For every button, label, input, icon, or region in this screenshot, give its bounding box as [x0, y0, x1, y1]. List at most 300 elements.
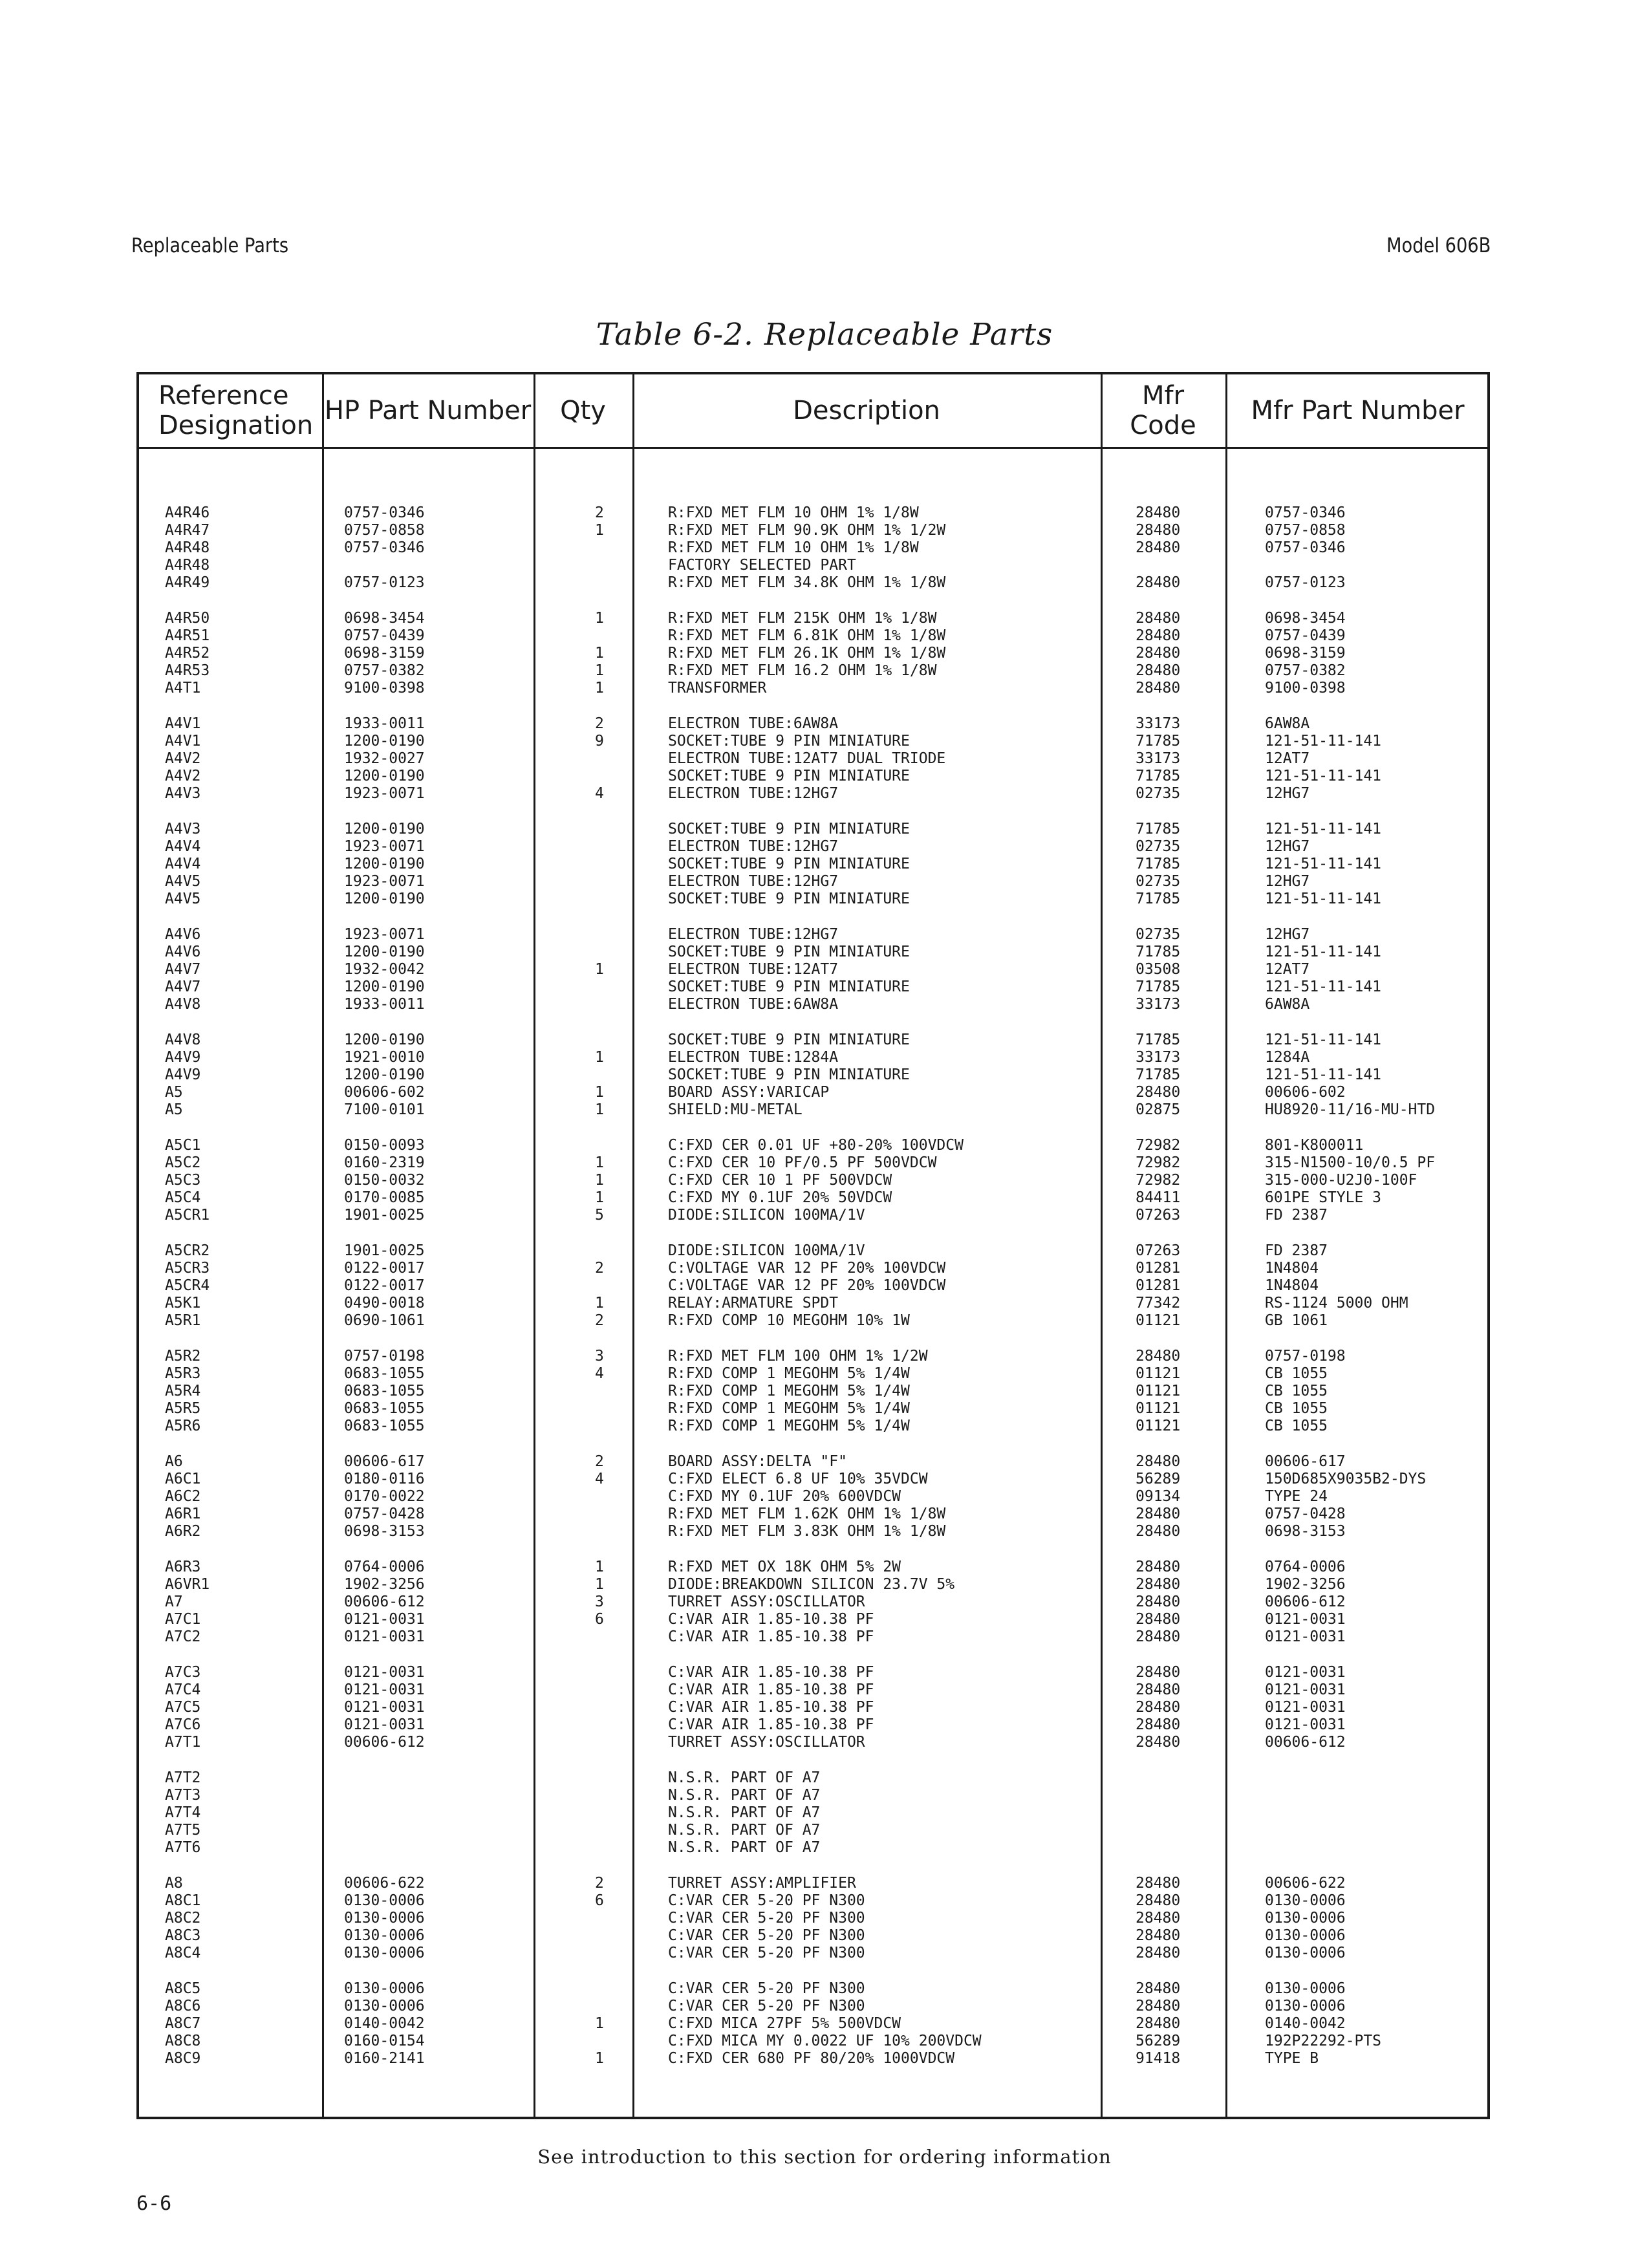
ref-designation-cell: A6VR1 [165, 1576, 210, 1593]
hp-part-number-cell: 1932-0042 [344, 961, 425, 978]
ref-designation-cell: A4V3 [165, 821, 201, 837]
description-cell: R:FXD MET FLM 6.81K OHM 1% 1/8W [668, 627, 946, 644]
mfr-code-cell: 28480 [1136, 1523, 1181, 1540]
mfr-code-cell: 01121 [1136, 1312, 1181, 1329]
qty-cell: 1 [595, 662, 604, 679]
hp-part-number-cell: 1200-0190 [344, 733, 425, 750]
ref-designation-cell: A5R3 [165, 1365, 201, 1382]
description-cell: R:FXD MET FLM 34.8K OHM 1% 1/8W [668, 574, 946, 591]
mfr-code-cell: 28480 [1136, 610, 1181, 627]
ref-designation-cell: A5CR1 [165, 1207, 210, 1224]
mfr-code-cell: 01121 [1136, 1400, 1181, 1417]
qty-cell: 1 [595, 1084, 604, 1101]
hp-part-number-cell: 1923-0071 [344, 873, 425, 890]
qty-cell: 1 [595, 1101, 604, 1118]
hp-part-number-cell: 0130-0006 [344, 1945, 425, 1961]
hp-part-number-cell: 1933-0011 [344, 715, 425, 732]
mfr-code-cell: 72982 [1136, 1137, 1181, 1154]
description-cell: C:VAR CER 5-20 PF N300 [668, 1927, 865, 1944]
qty-cell: 2 [595, 1312, 604, 1329]
description-cell: SOCKET:TUBE 9 PIN MINIATURE [668, 733, 910, 750]
mfr-code-cell: 28480 [1136, 662, 1181, 679]
hp-part-number-cell: 1901-0025 [344, 1207, 425, 1224]
mfr-part-number-cell: 12HG7 [1265, 873, 1310, 890]
ref-designation-cell: A5R1 [165, 1312, 201, 1329]
mfr-code-cell: 01121 [1136, 1383, 1181, 1399]
description-cell: SHIELD:MU-METAL [668, 1101, 803, 1118]
ref-designation-cell: A5C3 [165, 1172, 201, 1189]
column-header-mfr-code [1101, 374, 1225, 447]
hp-part-number-cell: 0180-0116 [344, 1471, 425, 1487]
qty-cell: 6 [595, 1892, 604, 1909]
mfr-part-number-cell: 0757-0439 [1265, 627, 1346, 644]
description-cell: ELECTRON TUBE:12HG7 [668, 785, 839, 802]
mfr-part-number-cell: FD 2387 [1265, 1207, 1328, 1224]
hp-part-number-cell: 0764-0006 [344, 1559, 425, 1575]
ref-designation-cell: A7C6 [165, 1716, 201, 1733]
description-cell: C:FXD CER 10 1 PF 500VDCW [668, 1172, 892, 1189]
ref-designation-cell: A5CR2 [165, 1242, 210, 1259]
description-cell: ELECTRON TUBE:12HG7 [668, 873, 839, 890]
mfr-code-cell: 28480 [1136, 1628, 1181, 1645]
column-header-description [632, 374, 1101, 447]
ref-designation-cell: A6C2 [165, 1488, 201, 1505]
hp-part-number-cell: 1200-0190 [344, 821, 425, 837]
hp-part-number-cell: 00606-622 [344, 1875, 425, 1892]
hp-part-number-cell: 0757-0428 [344, 1506, 425, 1522]
mfr-code-cell: 28480 [1136, 1453, 1181, 1470]
hp-part-number-cell: 1200-0190 [344, 1066, 425, 1083]
mfr-code-cell: 84411 [1136, 1189, 1181, 1206]
mfr-code-cell: 28480 [1136, 522, 1181, 539]
mfr-code-cell: 28480 [1136, 1910, 1181, 1927]
mfr-part-number-cell: 1N4804 [1265, 1260, 1319, 1277]
hp-part-number-cell: 1902-3256 [344, 1576, 425, 1593]
mfr-part-number-cell: TYPE 24 [1265, 1488, 1328, 1505]
hp-part-number-cell: 0160-2141 [344, 2050, 425, 2067]
ref-designation-cell: A4V7 [165, 961, 201, 978]
mfr-part-number-cell: 121-51-11-141 [1265, 944, 1382, 960]
hp-part-number-cell: 0121-0031 [344, 1681, 425, 1698]
mfr-part-number-cell: CB 1055 [1265, 1418, 1328, 1434]
column-divider [322, 374, 324, 2117]
mfr-code-cell: 28480 [1136, 1875, 1181, 1892]
column-header-qty [534, 374, 632, 447]
hp-part-number-cell: 0160-2319 [344, 1154, 425, 1171]
qty-cell: 1 [595, 1172, 604, 1189]
description-cell: C:VAR AIR 1.85-10.38 PF [668, 1611, 874, 1628]
description-cell: N.S.R. PART OF A7 [668, 1769, 821, 1786]
ref-designation-cell: A4V5 [165, 891, 201, 907]
ref-designation-cell: A5R4 [165, 1383, 201, 1399]
mfr-code-cell: 33173 [1136, 750, 1181, 767]
column-header-label: Reference Designation [158, 381, 314, 440]
description-cell: BOARD ASSY:DELTA "F" [668, 1453, 847, 1470]
hp-part-number-cell: 0757-0858 [344, 522, 425, 539]
hp-part-number-cell: 0130-0006 [344, 1998, 425, 2014]
description-cell: R:FXD COMP 1 MEGOHM 5% 1/4W [668, 1400, 910, 1417]
mfr-code-cell: 71785 [1136, 978, 1181, 995]
mfr-code-cell: 72982 [1136, 1172, 1181, 1189]
mfr-code-cell: 07263 [1136, 1207, 1181, 1224]
mfr-part-number-cell: 0698-3454 [1265, 610, 1346, 627]
mfr-code-cell: 28480 [1136, 1980, 1181, 1997]
ref-designation-cell: A6R3 [165, 1559, 201, 1575]
qty-cell: 9 [595, 733, 604, 750]
mfr-part-number-cell: 0140-0042 [1265, 2015, 1346, 2032]
description-cell: R:FXD MET FLM 100 OHM 1% 1/2W [668, 1348, 928, 1365]
hp-part-number-cell: 0121-0031 [344, 1699, 425, 1716]
ref-designation-cell: A4R50 [165, 610, 210, 627]
description-cell: R:FXD MET FLM 10 OHM 1% 1/8W [668, 539, 919, 556]
hp-part-number-cell: 0757-0439 [344, 627, 425, 644]
mfr-part-number-cell: 0757-0198 [1265, 1348, 1346, 1365]
header-divider [139, 447, 1487, 449]
ref-designation-cell: A4R47 [165, 522, 210, 539]
mfr-code-cell: 01121 [1136, 1418, 1181, 1434]
mfr-part-number-cell: 12AT7 [1265, 961, 1310, 978]
mfr-part-number-cell: 0698-3153 [1265, 1523, 1346, 1540]
qty-cell: 2 [595, 1260, 604, 1277]
ref-designation-cell: A5C4 [165, 1189, 201, 1206]
description-cell: SOCKET:TUBE 9 PIN MINIATURE [668, 978, 910, 995]
mfr-part-number-cell: 0764-0006 [1265, 1559, 1346, 1575]
hp-part-number-cell: 1200-0190 [344, 856, 425, 872]
qty-cell: 1 [595, 1049, 604, 1066]
ref-designation-cell: A4V4 [165, 838, 201, 855]
ref-designation-cell: A8C7 [165, 2015, 201, 2032]
hp-part-number-cell: 00606-602 [344, 1084, 425, 1101]
hp-part-number-cell: 0122-0017 [344, 1260, 425, 1277]
hp-part-number-cell: 00606-617 [344, 1453, 425, 1470]
ref-designation-cell: A7T6 [165, 1839, 201, 1856]
ref-designation-cell: A4V8 [165, 1031, 201, 1048]
ref-designation-cell: A5CR4 [165, 1277, 210, 1294]
mfr-code-cell: 33173 [1136, 715, 1181, 732]
ref-designation-cell: A4V2 [165, 750, 201, 767]
mfr-part-number-cell: 0757-0428 [1265, 1506, 1346, 1522]
hp-part-number-cell: 0130-0006 [344, 1927, 425, 1944]
description-cell: R:FXD COMP 1 MEGOHM 5% 1/4W [668, 1383, 910, 1399]
ref-designation-cell: A5CR3 [165, 1260, 210, 1277]
column-divider [1101, 374, 1103, 2117]
ref-designation-cell: A8C9 [165, 2050, 201, 2067]
ref-designation-cell: A7T1 [165, 1734, 201, 1751]
mfr-code-cell: 28480 [1136, 1681, 1181, 1698]
ref-designation-cell: A7C4 [165, 1681, 201, 1698]
hp-part-number-cell: 1923-0071 [344, 926, 425, 943]
description-cell: TURRET ASSY:OSCILLATOR [668, 1734, 865, 1751]
running-header-section: Replaceable Parts [131, 234, 289, 257]
mfr-code-cell: 71785 [1136, 856, 1181, 872]
qty-cell: 1 [595, 1189, 604, 1206]
description-cell: DIODE:SILICON 100MA/1V [668, 1207, 865, 1224]
hp-part-number-cell: 0130-0006 [344, 1910, 425, 1927]
ref-designation-cell: A5R2 [165, 1348, 201, 1365]
qty-cell: 6 [595, 1611, 604, 1628]
mfr-part-number-cell: RS-1124 5000 OHM [1265, 1295, 1408, 1312]
ref-designation-cell: A7T5 [165, 1822, 201, 1839]
description-cell: N.S.R. PART OF A7 [668, 1787, 821, 1804]
qty-cell: 3 [595, 1593, 604, 1610]
description-cell: C:FXD MICA 27PF 5% 500VDCW [668, 2015, 901, 2032]
description-cell: R:FXD MET FLM 3.83K OHM 1% 1/8W [668, 1523, 946, 1540]
mfr-part-number-cell: 0130-0006 [1265, 1998, 1346, 2014]
ref-designation-cell: A6C1 [165, 1471, 201, 1487]
description-cell: R:FXD MET FLM 90.9K OHM 1% 1/2W [668, 522, 946, 539]
hp-part-number-cell: 0690-1061 [344, 1312, 425, 1329]
ref-designation-cell: A7 [165, 1593, 183, 1610]
description-cell: SOCKET:TUBE 9 PIN MINIATURE [668, 891, 910, 907]
mfr-code-cell: 02875 [1136, 1101, 1181, 1118]
mfr-part-number-cell: GB 1061 [1265, 1312, 1328, 1329]
hp-part-number-cell: 1200-0190 [344, 1031, 425, 1048]
ref-designation-cell: A4V3 [165, 785, 201, 802]
ref-designation-cell: A7T2 [165, 1769, 201, 1786]
mfr-part-number-cell: CB 1055 [1265, 1365, 1328, 1382]
description-cell: SOCKET:TUBE 9 PIN MINIATURE [668, 856, 910, 872]
column-divider [632, 374, 634, 2117]
description-cell: C:FXD MICA MY 0.0022 UF 10% 200VDCW [668, 2033, 982, 2049]
description-cell: C:VAR AIR 1.85-10.38 PF [668, 1699, 874, 1716]
hp-part-number-cell: 0140-0042 [344, 2015, 425, 2032]
description-cell: TURRET ASSY:OSCILLATOR [668, 1593, 865, 1610]
description-cell: SOCKET:TUBE 9 PIN MINIATURE [668, 821, 910, 837]
description-cell: R:FXD MET FLM 26.1K OHM 1% 1/8W [668, 645, 946, 662]
mfr-code-cell: 28480 [1136, 1716, 1181, 1733]
hp-part-number-cell: 00606-612 [344, 1734, 425, 1751]
qty-cell: 1 [595, 961, 604, 978]
description-cell: C:FXD ELECT 6.8 UF 10% 35VDCW [668, 1471, 928, 1487]
hp-part-number-cell: 7100-0101 [344, 1101, 425, 1118]
description-cell: C:FXD MY 0.1UF 20% 50VDCW [668, 1189, 892, 1206]
mfr-part-number-cell: 0121-0031 [1265, 1628, 1346, 1645]
mfr-code-cell: 56289 [1136, 1471, 1181, 1487]
description-cell: C:FXD MY 0.1UF 20% 600VDCW [668, 1488, 901, 1505]
description-cell: ELECTRON TUBE:6AW8A [668, 715, 839, 732]
mfr-part-number-cell: 0757-0123 [1265, 574, 1346, 591]
mfr-code-cell: 28480 [1136, 539, 1181, 556]
mfr-code-cell: 71785 [1136, 1066, 1181, 1083]
ref-designation-cell: A4R46 [165, 504, 210, 521]
ref-designation-cell: A5C2 [165, 1154, 201, 1171]
ref-designation-cell: A8C5 [165, 1980, 201, 1997]
mfr-part-number-cell: 0130-0006 [1265, 1945, 1346, 1961]
qty-cell: 5 [595, 1207, 604, 1224]
mfr-part-number-cell: HU8920-11/16-MU-HTD [1265, 1101, 1436, 1118]
ref-designation-cell: A5 [165, 1084, 183, 1101]
description-cell: C:FXD CER 680 PF 80/20% 1000VDCW [668, 2050, 955, 2067]
ordering-note: See introduction to this section for ordering information [537, 2146, 1112, 2168]
mfr-part-number-cell: 12HG7 [1265, 926, 1310, 943]
column-header-label: HP Part Number [324, 396, 532, 426]
mfr-code-cell: 03508 [1136, 961, 1181, 978]
ref-designation-cell: A8C2 [165, 1910, 201, 1927]
hp-part-number-cell: 9100-0398 [344, 680, 425, 697]
column-header-label: Mfr Part Number [1251, 396, 1465, 426]
mfr-part-number-cell: 0757-0346 [1265, 504, 1346, 521]
description-cell: R:FXD MET FLM 16.2 OHM 1% 1/8W [668, 662, 937, 679]
description-cell: C:VOLTAGE VAR 12 PF 20% 100VDCW [668, 1260, 946, 1277]
hp-part-number-cell: 1932-0027 [344, 750, 425, 767]
mfr-part-number-cell: 0757-0858 [1265, 522, 1346, 539]
description-cell: DIODE:SILICON 100MA/1V [668, 1242, 865, 1259]
mfr-part-number-cell: 6AW8A [1265, 996, 1310, 1013]
qty-cell: 1 [595, 522, 604, 539]
mfr-part-number-cell: 315-N1500-10/0.5 PF [1265, 1154, 1436, 1171]
description-cell: ELECTRON TUBE:12HG7 [668, 838, 839, 855]
ref-designation-cell: A4V6 [165, 926, 201, 943]
mfr-part-number-cell: 00606-622 [1265, 1875, 1346, 1892]
description-cell: R:FXD MET FLM 10 OHM 1% 1/8W [668, 504, 919, 521]
ref-designation-cell: A4V1 [165, 733, 201, 750]
mfr-code-cell: 28480 [1136, 2015, 1181, 2032]
column-header-hp-part-number [322, 374, 534, 447]
hp-part-number-cell: 0121-0031 [344, 1664, 425, 1681]
hp-part-number-cell: 1901-0025 [344, 1242, 425, 1259]
ref-designation-cell: A4V7 [165, 978, 201, 995]
description-cell: ELECTRON TUBE:12AT7 DUAL TRIODE [668, 750, 946, 767]
mfr-part-number-cell: TYPE B [1265, 2050, 1319, 2067]
mfr-code-cell: 91418 [1136, 2050, 1181, 2067]
ref-designation-cell: A8C1 [165, 1892, 201, 1909]
description-cell: DIODE:BREAKDOWN SILICON 23.7V 5% [668, 1576, 955, 1593]
hp-part-number-cell: 0683-1055 [344, 1400, 425, 1417]
ref-designation-cell: A7T4 [165, 1804, 201, 1821]
hp-part-number-cell: 0757-0346 [344, 539, 425, 556]
ref-designation-cell: A8C8 [165, 2033, 201, 2049]
qty-cell: 1 [595, 2015, 604, 2032]
description-cell: N.S.R. PART OF A7 [668, 1839, 821, 1856]
mfr-part-number-cell: 801-K800011 [1265, 1137, 1364, 1154]
mfr-code-cell: 28480 [1136, 1892, 1181, 1909]
qty-cell: 1 [595, 1576, 604, 1593]
mfr-part-number-cell: 1902-3256 [1265, 1576, 1346, 1593]
ref-designation-cell: A4V8 [165, 996, 201, 1013]
hp-part-number-cell: 0150-0093 [344, 1137, 425, 1154]
mfr-part-number-cell: 0757-0346 [1265, 539, 1346, 556]
description-cell: C:VAR CER 5-20 PF N300 [668, 1980, 865, 1997]
description-cell: C:VAR CER 5-20 PF N300 [668, 1945, 865, 1961]
mfr-code-cell: 02735 [1136, 785, 1181, 802]
mfr-part-number-cell: 121-51-11-141 [1265, 978, 1382, 995]
hp-part-number-cell: 1200-0190 [344, 891, 425, 907]
mfr-part-number-cell: 0130-0006 [1265, 1910, 1346, 1927]
qty-cell: 4 [595, 1365, 604, 1382]
hp-part-number-cell: 1923-0071 [344, 785, 425, 802]
mfr-code-cell: 71785 [1136, 1031, 1181, 1048]
mfr-part-number-cell: 0121-0031 [1265, 1716, 1346, 1733]
mfr-code-cell: 02735 [1136, 926, 1181, 943]
mfr-part-number-cell: 121-51-11-141 [1265, 891, 1382, 907]
mfr-code-cell: 28480 [1136, 1593, 1181, 1610]
ref-designation-cell: A5R6 [165, 1418, 201, 1434]
ref-designation-cell: A4V5 [165, 873, 201, 890]
hp-part-number-cell: 0683-1055 [344, 1383, 425, 1399]
ref-designation-cell: A4R49 [165, 574, 210, 591]
mfr-part-number-cell: 121-51-11-141 [1265, 1031, 1382, 1048]
mfr-code-cell: 28480 [1136, 1611, 1181, 1628]
mfr-part-number-cell: 0757-0382 [1265, 662, 1346, 679]
hp-part-number-cell: 0698-3454 [344, 610, 425, 627]
description-cell: R:FXD COMP 1 MEGOHM 5% 1/4W [668, 1365, 910, 1382]
description-cell: C:VOLTAGE VAR 12 PF 20% 100VDCW [668, 1277, 946, 1294]
mfr-code-cell: 71785 [1136, 944, 1181, 960]
mfr-part-number-cell: 121-51-11-141 [1265, 768, 1382, 784]
qty-cell: 2 [595, 1875, 604, 1892]
description-cell: N.S.R. PART OF A7 [668, 1804, 821, 1821]
mfr-part-number-cell: FD 2387 [1265, 1242, 1328, 1259]
qty-cell: 1 [595, 1154, 604, 1171]
hp-part-number-cell: 0757-0198 [344, 1348, 425, 1365]
mfr-code-cell: 28480 [1136, 645, 1181, 662]
mfr-part-number-cell: 9100-0398 [1265, 680, 1346, 697]
description-cell: ELECTRON TUBE:6AW8A [668, 996, 839, 1013]
mfr-part-number-cell: 0698-3159 [1265, 645, 1346, 662]
hp-part-number-cell: 0150-0032 [344, 1172, 425, 1189]
ref-designation-cell: A6 [165, 1453, 183, 1470]
description-cell: SOCKET:TUBE 9 PIN MINIATURE [668, 768, 910, 784]
hp-part-number-cell: 1933-0011 [344, 996, 425, 1013]
ref-designation-cell: A8C4 [165, 1945, 201, 1961]
hp-part-number-cell: 1200-0190 [344, 768, 425, 784]
mfr-part-number-cell: 121-51-11-141 [1265, 1066, 1382, 1083]
qty-cell: 2 [595, 715, 604, 732]
hp-part-number-cell: 1921-0010 [344, 1049, 425, 1066]
hp-part-number-cell: 0121-0031 [344, 1628, 425, 1645]
mfr-code-cell: 28480 [1136, 1348, 1181, 1365]
hp-part-number-cell: 00606-612 [344, 1593, 425, 1610]
description-cell: R:FXD COMP 10 MEGOHM 10% 1W [668, 1312, 910, 1329]
description-cell: ELECTRON TUBE:12AT7 [668, 961, 839, 978]
mfr-code-cell: 01281 [1136, 1260, 1181, 1277]
mfr-code-cell: 07263 [1136, 1242, 1181, 1259]
mfr-part-number-cell: 315-000-U2J0-100F [1265, 1172, 1417, 1189]
description-cell: R:FXD MET FLM 1.62K OHM 1% 1/8W [668, 1506, 946, 1522]
description-cell: N.S.R. PART OF A7 [668, 1822, 821, 1839]
page-number: 6-6 [136, 2192, 172, 2215]
mfr-code-cell: 28480 [1136, 1664, 1181, 1681]
table-title: Table 6-2. Replaceable Parts [596, 317, 1053, 352]
description-cell: C:FXD CER 10 PF/0.5 PF 500VDCW [668, 1154, 937, 1171]
qty-cell: 1 [595, 645, 604, 662]
mfr-code-cell: 71785 [1136, 733, 1181, 750]
mfr-code-cell: 09134 [1136, 1488, 1181, 1505]
mfr-part-number-cell: 0130-0006 [1265, 1980, 1346, 1997]
mfr-code-cell: 01121 [1136, 1365, 1181, 1382]
description-cell: C:FXD CER 0.01 UF +80-20% 100VDCW [668, 1137, 964, 1154]
qty-cell: 1 [595, 680, 604, 697]
ref-designation-cell: A5R5 [165, 1400, 201, 1417]
ref-designation-cell: A4V1 [165, 715, 201, 732]
description-cell: C:VAR AIR 1.85-10.38 PF [668, 1628, 874, 1645]
hp-part-number-cell: 0683-1055 [344, 1418, 425, 1434]
mfr-code-cell: 28480 [1136, 1998, 1181, 2014]
description-cell: ELECTRON TUBE:1284A [668, 1049, 839, 1066]
mfr-part-number-cell: 12AT7 [1265, 750, 1310, 767]
mfr-part-number-cell: 121-51-11-141 [1265, 821, 1382, 837]
mfr-part-number-cell: 00606-612 [1265, 1593, 1346, 1610]
column-header-reference [139, 374, 322, 447]
mfr-part-number-cell: 00606-612 [1265, 1734, 1346, 1751]
ref-designation-cell: A4R51 [165, 627, 210, 644]
mfr-code-cell: 28480 [1136, 1945, 1181, 1961]
ref-designation-cell: A4V4 [165, 856, 201, 872]
hp-part-number-cell: 0122-0017 [344, 1277, 425, 1294]
mfr-part-number-cell: 0121-0031 [1265, 1681, 1346, 1698]
column-header-label: Qty [560, 396, 606, 426]
mfr-code-cell: 28480 [1136, 1699, 1181, 1716]
